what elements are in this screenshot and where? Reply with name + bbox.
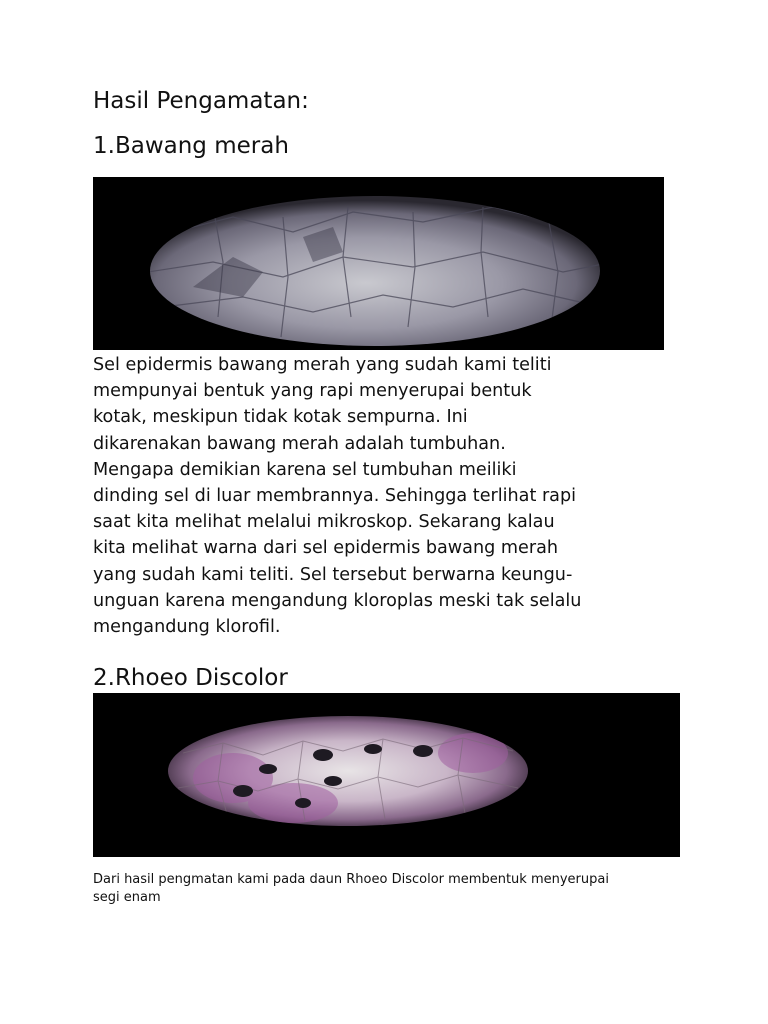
page-title: Hasil Pengamatan: <box>93 88 309 114</box>
section-heading-rhoeo-discolor: 2.Rhoeo Discolor <box>93 665 288 691</box>
paragraph-bawang-merah: Sel epidermis bawang merah yang sudah kami teliti mempunyai bentuk yang rapi menyerupai bentuk kotak, meskipun tidak kotak sempurna. Ini dikarenakan bawang merah adalah tumbuhan. Mengapa demikian karena sel tumbuhan meiliki dinding sel di luar membrannya. Sehingga terlihat rapi saat kita melihat melalui mikroskop. Sekarang kalau kita melihat warna dari sel epidermis bawang merah yang sudah kami teliti. Sel tersebut berwarna keungu- unguan karena mengandung kloroplas meski tak selalu mengandung klorofil. <box>93 355 582 638</box>
caption-rhoeo-discolor: Dari hasil pengmatan kami pada daun Rhoeo Discolor membentuk menyerupai segi enam <box>93 872 609 905</box>
microscope-image-rhoeo <box>93 693 680 857</box>
microscope-image-onion <box>93 177 664 350</box>
section-heading-bawang-merah: 1.Bawang merah <box>93 133 289 159</box>
